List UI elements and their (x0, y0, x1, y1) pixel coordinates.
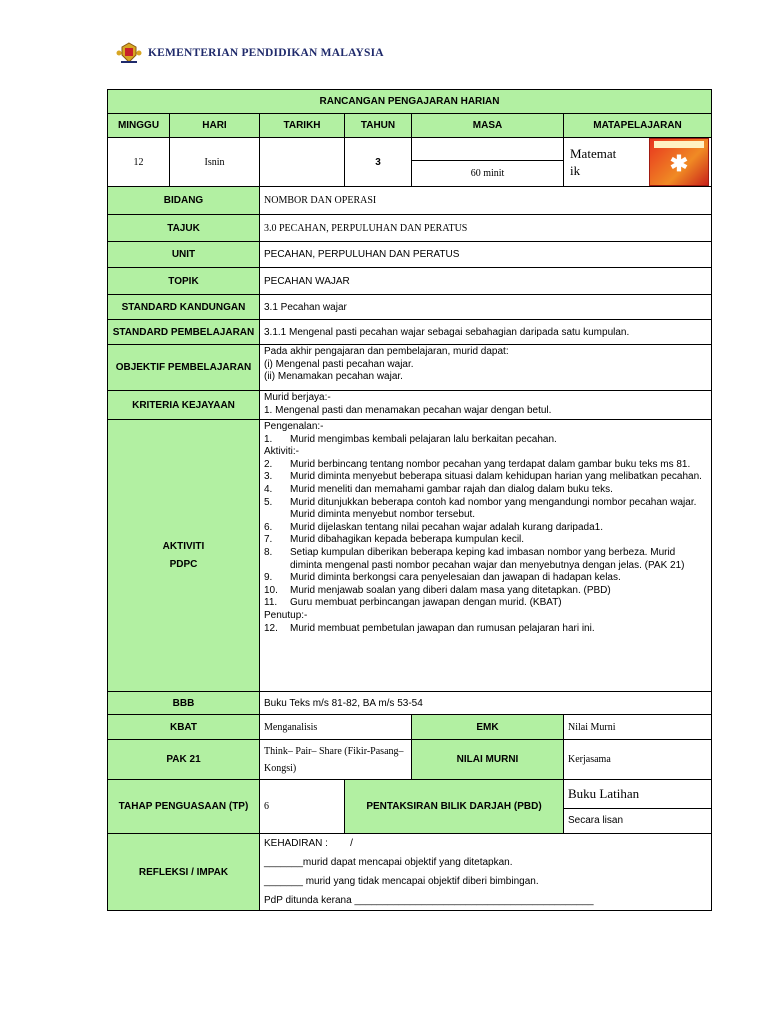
hari-value: Isnin (170, 138, 260, 187)
value-topik: PECAHAN WAJAR (260, 268, 712, 295)
value-unit: PECAHAN, PERPULUHAN DAN PERATUS (260, 242, 712, 268)
tarikh-value (260, 138, 345, 187)
list-item: 7. Murid dibahagikan kepada beberapa kumpulan kecil. (264, 534, 525, 546)
label-unit: UNIT (108, 242, 260, 268)
masa-value: 60 minit (412, 161, 564, 187)
row-topik (108, 268, 712, 295)
row-pak21 (108, 740, 712, 780)
row-objektif (108, 345, 712, 391)
value-emk: Nilai Murni (564, 715, 712, 740)
row-standard-pembelajaran (108, 320, 712, 345)
tahun-value: 3 (345, 138, 412, 187)
values-row (108, 138, 712, 161)
masa-top-value (412, 138, 564, 161)
label-bbb: BBB (108, 692, 260, 715)
label-aktiviti: AKTIVITI PDPC (108, 420, 260, 692)
label-topik: TOPIK (108, 268, 260, 295)
table-title-row (108, 90, 712, 114)
coat-of-arms-icon (116, 41, 142, 65)
value-nilai-murni: Kerjasama (564, 740, 712, 780)
label-bidang: BIDANG (108, 187, 260, 215)
row-kriteria (108, 391, 712, 420)
matapelajaran-value: Matemat ik (570, 146, 617, 178)
row-tahap-penguasaan (108, 780, 712, 834)
list-item: 3. Murid diminta menyebut beberapa situasi dalam kehidupan harian yang melibatkan pecahan. (264, 471, 702, 483)
label-pak21: PAK 21 (108, 740, 260, 780)
lesson-plan-table (107, 89, 712, 911)
value-refleksi: KEHADIRAN : / _______murid dapat mencapai objektif yang ditetapkan. _______ murid yang tidak mencapai objektif diberi bimbingan. PdP ditunda kerana ___________________________________________ (260, 834, 712, 911)
list-item: 1. Murid mengimbas kembali pelajaran lalu berkaitan pecahan. (264, 433, 557, 445)
label-kbat: KBAT (108, 715, 260, 740)
list-item: 9. Murid diminta berkongsi cara penyelesaian dan jawapan di hadapan kelas. (264, 572, 621, 584)
ministry-title: KEMENTERIAN PENDIDIKAN MALAYSIA (148, 47, 384, 59)
list-item: 10. Murid menjawab soalan yang diberi dalam masa yang ditetapkan. (PBD) (264, 584, 611, 596)
value-tajuk: 3.0 PECAHAN, PERPULUHAN DAN PERATUS (260, 215, 712, 242)
label-objektif: OBJEKTIF PEMBELAJARAN (108, 345, 260, 391)
pengenalan-heading: Pengenalan:- (264, 421, 324, 432)
row-tajuk (108, 215, 712, 242)
aktiviti-heading: Aktiviti:- (264, 446, 299, 458)
list-item: 2. Murid berbincang tentang nombor pecahan yang terdapat dalam gambar buku teks ms 81. (264, 458, 691, 470)
row-aktiviti (108, 420, 712, 692)
list-item: 8. Setiap kumpulan diberikan beberapa keping kad imbasan nombor yang berbeza. Murid diminta mengenal pasti nombor pecahan wajar dan menyebutnya dengan jelas. (PAK 21) (264, 546, 685, 571)
value-tahap-penguasaan: 6 (260, 780, 345, 834)
table-title: RANCANGAN PENGAJARAN HARIAN (108, 90, 712, 114)
list-item: 6. Murid dijelaskan tentang nilai pecahan wajar adalah kurang daripada1. (264, 521, 603, 533)
value-objektif: Pada akhir pengajaran dan pembelajaran, murid dapat: (i) Mengenal pasti pecahan wajar. (ii) Menamakan pecahan wajar. (260, 345, 712, 391)
value-kriteria: Murid berjaya:- 1. Mengenal pasti dan menamakan pecahan wajar dengan betul. (260, 391, 712, 420)
label-tahap-penguasaan: TAHAP PENGUASAAN (TP) (108, 780, 260, 834)
list-item: 4. Murid meneliti dan memahami gambar rajah dan dialog dalam buku teks. (264, 483, 613, 495)
label-standard-pembelajaran: STANDARD PEMBELAJARAN (108, 320, 260, 345)
list-item: 11. Guru membuat perbincangan jawapan dengan murid. (KBAT) (264, 597, 562, 609)
column-header-hari: HARI (170, 114, 260, 138)
minggu-value: 12 (108, 138, 170, 187)
row-standard-kandungan (108, 295, 712, 320)
textbook-cover-graphic: ✱ (669, 151, 689, 176)
label-pbd: PENTAKSIRAN BILIK DARJAH (PBD) (345, 780, 564, 834)
label-refleksi: REFLEKSI / IMPAK (108, 834, 260, 911)
pbd-value-2: Secara lisan (568, 815, 624, 826)
row-unit (108, 242, 712, 268)
label-standard-kandungan: STANDARD KANDUNGAN (108, 295, 260, 320)
value-standard-pembelajaran: 3.1.1 Mengenal pasti pecahan wajar sebagai sebahagian daripada satu kumpulan. (260, 320, 712, 345)
column-header-minggu: MINGGU (108, 114, 170, 138)
value-aktiviti (260, 420, 712, 692)
column-header-masa: MASA (412, 114, 564, 138)
label-nilai-murni: NILAI MURNI (412, 740, 564, 780)
column-header-tarikh: TARIKH (260, 114, 345, 138)
column-header-tahun: TAHUN (345, 114, 412, 138)
value-kbat: Menganalisis (260, 715, 412, 740)
row-bbb (108, 692, 712, 715)
value-standard-kandungan: 3.1 Pecahan wajar (260, 295, 712, 320)
page-header (116, 40, 384, 66)
row-bidang (108, 187, 712, 215)
matapelajaran-cell (564, 138, 712, 187)
textbook-title-band (654, 141, 704, 148)
row-refleksi (108, 834, 712, 911)
textbook-cover-image (649, 138, 709, 186)
pbd-value-1: Buku Latihan (564, 780, 711, 809)
value-pbd (564, 780, 712, 834)
label-tajuk: TAJUK (108, 215, 260, 242)
list-item: 12. Murid membuat pembetulan jawapan dan rumusan pelajaran hari ini. (264, 622, 595, 634)
value-bbb: Buku Teks m/s 81-82, BA m/s 53-54 (260, 692, 712, 715)
row-kbat (108, 715, 712, 740)
penutup-heading: Penutup:- (264, 609, 308, 621)
list-item: 5. Murid ditunjukkan beberapa contoh kad nombor yang mengandungi nombor pecahan wajar. Murid diminta menyebut nombor tersebut. (264, 496, 697, 521)
value-pak21: Think– Pair– Share (Fikir-Pasang– Kongsi) (260, 740, 412, 780)
value-bidang: NOMBOR DAN OPERASI (260, 187, 712, 215)
column-header-row (108, 114, 712, 138)
label-emk: EMK (412, 715, 564, 740)
label-kriteria: KRITERIA KEJAYAAN (108, 391, 260, 420)
column-header-matapelajaran: MATAPELAJARAN (564, 114, 712, 138)
